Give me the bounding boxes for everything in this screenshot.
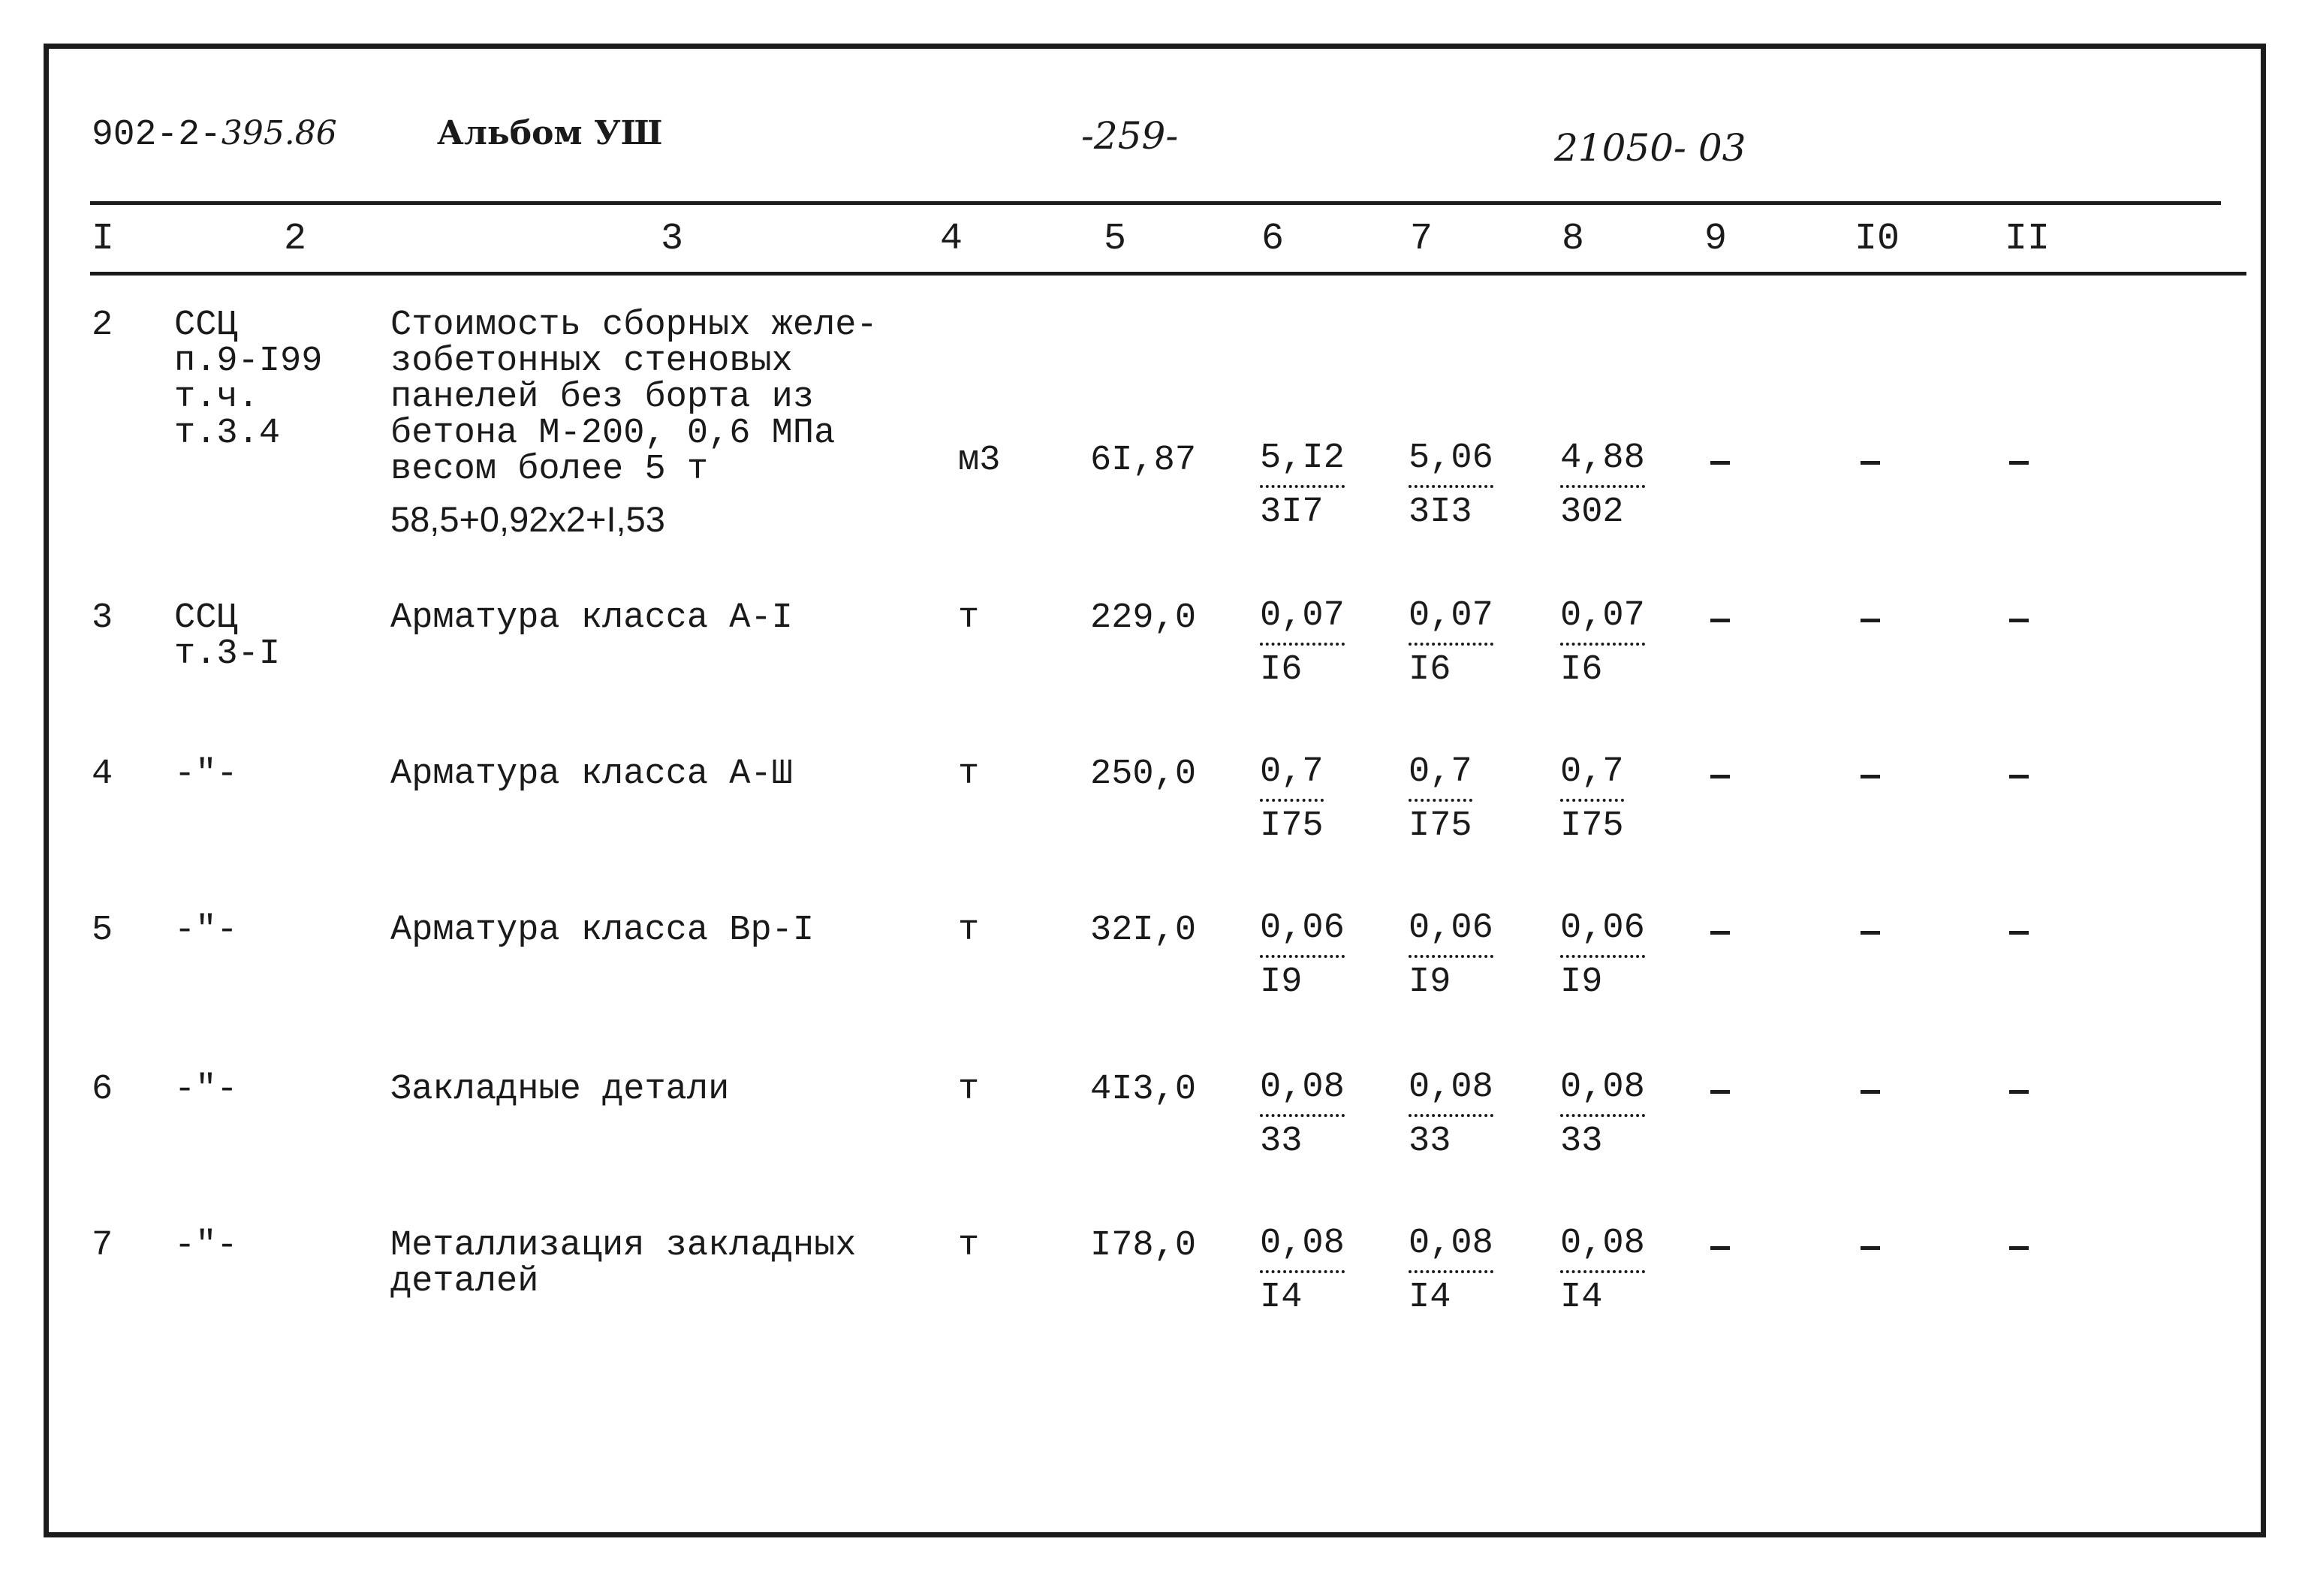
row-description-line: Металлизация закладных	[390, 1226, 857, 1266]
empty-value-dash	[1861, 775, 1880, 778]
column-header-5: 5	[1104, 218, 1127, 260]
fraction-numerator: 0,06	[1409, 904, 1493, 958]
cost-fraction-6	[1260, 434, 1345, 538]
fraction-numerator: 0,08	[1260, 1219, 1345, 1273]
fraction-numerator: 0,07	[1409, 592, 1493, 646]
empty-value-dash	[1710, 1246, 1730, 1250]
empty-value-dash	[1710, 775, 1730, 778]
row-unit: т	[958, 1226, 980, 1266]
cost-fraction-8	[1560, 1219, 1645, 1323]
empty-value-dash	[2009, 775, 2029, 778]
empty-value-dash	[1710, 1090, 1730, 1094]
empty-value-dash	[2009, 931, 2029, 935]
row-source-line: т.3-I	[174, 634, 281, 674]
row-description-line: Арматура класса А-I	[390, 598, 793, 638]
row-description	[390, 598, 793, 638]
row-description-line: деталей	[390, 1262, 539, 1302]
row-source-line: -"-	[174, 911, 238, 950]
cost-fraction-8	[1560, 748, 1624, 851]
row-price: 32I,0	[1090, 911, 1197, 950]
column-header-8: 8	[1562, 218, 1585, 260]
row-number: 6	[92, 1070, 113, 1110]
cost-fraction-7	[1409, 904, 1493, 1007]
row-source-line: т.3.4	[174, 414, 281, 453]
row-description-line: Закладные детали	[390, 1070, 730, 1110]
fraction-denominator: 33	[1260, 1122, 1303, 1161]
fraction-numerator: 0,08	[1409, 1219, 1493, 1273]
row-number: 3	[92, 598, 113, 638]
document-code-printed: 902-2-	[92, 115, 221, 155]
fraction-denominator: I6	[1260, 650, 1303, 690]
row-description	[390, 1072, 729, 1108]
cost-fraction-6	[1260, 1219, 1345, 1323]
row-source	[174, 308, 322, 452]
fraction-numerator: 0,08	[1260, 1063, 1345, 1117]
row-source	[174, 913, 238, 949]
row-description-line: Арматура класса А-Ш	[390, 754, 793, 794]
row-source-line: -"-	[174, 1226, 238, 1266]
row-source	[174, 1072, 238, 1108]
fraction-denominator: I4	[1560, 1278, 1603, 1317]
fraction-denominator: I4	[1260, 1278, 1303, 1317]
empty-value-dash	[1861, 1090, 1880, 1094]
empty-value-dash	[1861, 931, 1880, 935]
fraction-numerator: 0,08	[1560, 1063, 1645, 1117]
empty-value-dash	[2009, 1246, 2029, 1250]
row-unit: м3	[958, 441, 1001, 480]
empty-value-dash	[1861, 619, 1880, 622]
cost-fraction-6	[1260, 904, 1345, 1007]
row-description	[390, 308, 878, 538]
fraction-denominator: I75	[1560, 806, 1624, 846]
row-description-line: весом более 5 т	[390, 450, 709, 489]
empty-value-dash	[2009, 461, 2029, 465]
row-source	[174, 1228, 238, 1264]
cost-fraction-7	[1409, 592, 1493, 695]
row-unit: т	[958, 911, 980, 950]
cost-fraction-8	[1560, 904, 1645, 1007]
empty-value-dash	[2009, 1090, 2029, 1094]
column-header-1: I	[92, 218, 115, 260]
fraction-denominator: I75	[1409, 806, 1472, 846]
row-unit: т	[958, 1070, 980, 1110]
row-number: 7	[92, 1226, 113, 1266]
column-header-10: I0	[1855, 218, 1900, 260]
fraction-numerator: 0,07	[1560, 592, 1645, 646]
header-bottom-rule	[90, 272, 2246, 276]
column-header-3: 3	[661, 218, 684, 260]
album-label: Альбом УШ	[437, 114, 663, 152]
row-price: 6I,87	[1090, 441, 1197, 480]
document-code-handwritten: 395.86	[221, 114, 337, 152]
fraction-numerator: 0,7	[1560, 748, 1624, 802]
row-description-line: зобетонных стеновых	[390, 342, 793, 381]
row-source-line: -"-	[174, 1070, 238, 1110]
empty-value-dash	[1861, 1246, 1880, 1250]
reference-number: 21050- 03	[1554, 126, 1746, 170]
fraction-numerator: 0,7	[1260, 748, 1324, 802]
cost-fraction-8	[1560, 592, 1645, 695]
column-header-7: 7	[1410, 218, 1433, 260]
empty-value-dash	[1710, 619, 1730, 622]
fraction-numerator: 5,I2	[1260, 434, 1345, 488]
fraction-denominator: 302	[1560, 492, 1624, 532]
fraction-numerator: 0,07	[1260, 592, 1345, 646]
row-description-line: панелей без борта из	[390, 378, 815, 417]
row-price: 229,0	[1090, 598, 1197, 638]
column-header-2: 2	[284, 218, 307, 260]
row-source-line: ССЦ	[174, 306, 238, 345]
row-unit: т	[958, 754, 980, 794]
fraction-numerator: 0,06	[1560, 904, 1645, 958]
fraction-denominator: I75	[1260, 806, 1324, 846]
row-description-line: Арматура класса Вр-I	[390, 911, 815, 950]
row-formula: 58,5+0,92x2+I,53	[390, 499, 665, 539]
fraction-numerator: 4,88	[1560, 434, 1645, 488]
row-price: 4I3,0	[1090, 1070, 1197, 1110]
fraction-denominator: I9	[1409, 962, 1451, 1002]
fraction-denominator: 3I3	[1409, 492, 1472, 532]
cost-fraction-8	[1560, 434, 1645, 538]
fraction-denominator: 33	[1560, 1122, 1603, 1161]
row-description-line: бетона М-200, 0,6 МПа	[390, 414, 836, 453]
cost-fraction-7	[1409, 1063, 1493, 1167]
fraction-denominator: 3I7	[1260, 492, 1324, 532]
column-header-9: 9	[1704, 218, 1728, 260]
row-price: I78,0	[1090, 1226, 1197, 1266]
page-number: -259-	[1081, 114, 1179, 158]
fraction-numerator: 0,08	[1560, 1219, 1645, 1273]
column-header-11: II	[2005, 218, 2050, 260]
row-source-line: ССЦ	[174, 598, 238, 638]
cost-fraction-6	[1260, 592, 1345, 695]
header-top-rule	[90, 201, 2221, 205]
row-source	[174, 598, 281, 674]
row-source-line: -"-	[174, 754, 238, 794]
empty-value-dash	[1710, 461, 1730, 465]
cost-fraction-8	[1560, 1063, 1645, 1167]
fraction-denominator: I9	[1260, 962, 1303, 1002]
row-source-line: п.9-I99	[174, 342, 323, 381]
row-unit: т	[958, 598, 980, 638]
document-code	[92, 114, 337, 155]
cost-fraction-6	[1260, 748, 1324, 851]
fraction-numerator: 0,08	[1409, 1063, 1493, 1117]
empty-value-dash	[1710, 931, 1730, 935]
fraction-denominator: I6	[1560, 650, 1603, 690]
fraction-numerator: 5,06	[1409, 434, 1493, 488]
empty-value-dash	[2009, 619, 2029, 622]
cost-fraction-7	[1409, 1219, 1493, 1323]
row-number: 4	[92, 754, 113, 794]
row-description	[390, 1228, 857, 1300]
row-description	[390, 754, 793, 794]
row-description-line: Стоимость сборных желе-	[390, 306, 878, 345]
fraction-denominator: I9	[1560, 962, 1603, 1002]
cost-fraction-7	[1409, 434, 1493, 538]
fraction-denominator: I4	[1409, 1278, 1451, 1317]
cost-fraction-6	[1260, 1063, 1345, 1167]
row-source-line: т.ч.	[174, 378, 259, 417]
cost-fraction-7	[1409, 748, 1472, 851]
row-number: 5	[92, 911, 113, 950]
fraction-denominator: 33	[1409, 1122, 1451, 1161]
column-header-4: 4	[940, 218, 963, 260]
row-number: 2	[92, 306, 113, 345]
fraction-denominator: I6	[1409, 650, 1451, 690]
column-header-6: 6	[1261, 218, 1285, 260]
empty-value-dash	[1861, 461, 1880, 465]
row-price: 250,0	[1090, 754, 1197, 794]
row-source	[174, 754, 238, 794]
row-description	[390, 913, 814, 949]
fraction-numerator: 0,06	[1260, 904, 1345, 958]
fraction-numerator: 0,7	[1409, 748, 1472, 802]
